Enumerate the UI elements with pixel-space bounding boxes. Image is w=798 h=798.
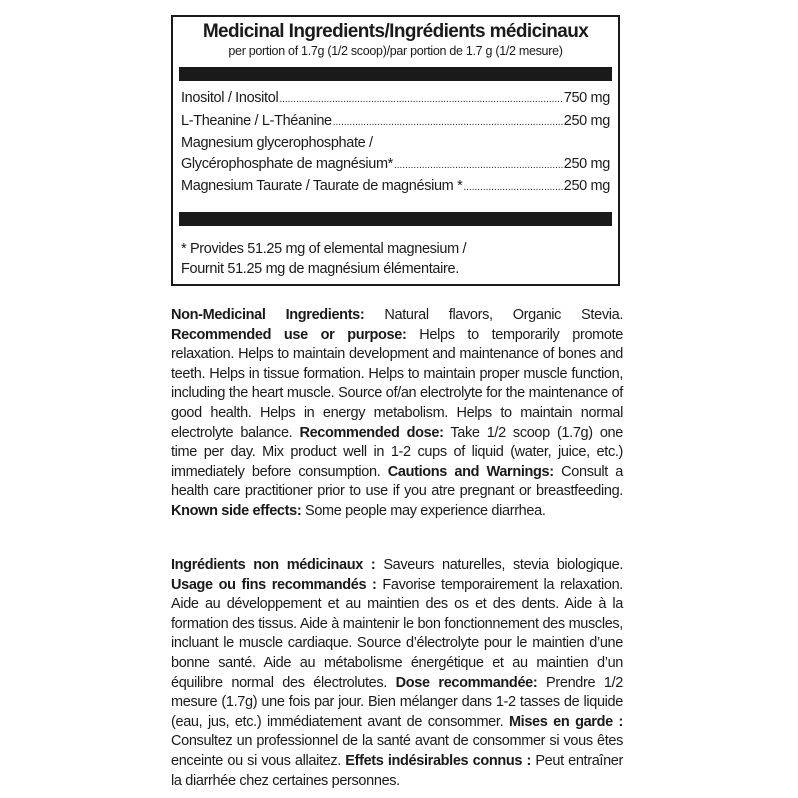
nmi-text: Saveurs naturelles, stevia biologique.	[375, 557, 623, 573]
footnote	[181, 239, 610, 280]
cautions-label: Cautions and Warnings:	[387, 463, 554, 480]
ingredient-name-line: Magnesium glycerophosphate /	[181, 135, 373, 151]
ingredient-amount: 250 mg	[563, 112, 610, 129]
ingredient-amount: 250 mg	[563, 178, 610, 194]
side-effects-label: Effets indésirables connus :	[345, 752, 531, 769]
ingredient-name: Glycérophosphate de magnésium*	[181, 155, 393, 172]
french-paragraph	[171, 556, 623, 791]
nmi-label: Ingrédients non médicinaux :	[171, 557, 376, 573]
ingredient-amount: 250 mg	[563, 155, 610, 172]
use-label: Recommended use or purpose:	[171, 326, 407, 343]
cautions-text: Consultez un professionnel de la santé avant de consommer si vous êtes enceinte ou si vous allaitez.	[171, 733, 623, 769]
ingredient-name: L-Theanine / L-Théanine	[181, 112, 332, 129]
ingredient-row	[181, 154, 610, 177]
dose-label: Dose recommandée:	[395, 674, 538, 691]
ingredient-row	[181, 88, 610, 111]
ingredient-name: Inositol / Inositol	[181, 90, 279, 106]
footnote-line: * Provides 51.25 mg of elemental magnesium /	[181, 240, 467, 257]
side-effects-text: Peut entraîner la diarrhée chez certaines personnes.	[171, 752, 623, 789]
panel-title: Medicinal Ingredients/Ingrédients médicinaux	[202, 21, 589, 42]
panel-subtitle: per portion of 1.7g (1/2 scoop)/par portion de 1.7 g (1/2 mesure)	[228, 44, 563, 58]
side-effects-label: Known side effects:	[171, 502, 302, 519]
medicinal-ingredients-panel	[171, 15, 620, 286]
dot-leader	[394, 156, 563, 177]
side-effects-text: Some people may experience diarrhea.	[301, 502, 546, 519]
use-text: Favorise temporairement la relaxation. Aide au développement et au maintien des os et des dents. Aide à la formation des tissus. Aide à maintenir le bon fonctionnement des muscles, incluant le muscle cardiaque. Source d’électrolyte pour le maintien d’une bonne santé. Aide au métabolisme énergétique et au maintien d’un équilibre normal des électrolutes.	[171, 576, 623, 691]
cautions-text: Consult a health care practitioner prior to use if you atre pregnant or breastfeeding.	[171, 463, 623, 500]
footnote-line: Fournit 51.25 mg de magnésium élémentaire.	[181, 261, 459, 277]
ingredient-name: Magnesium Taurate / Taurate de magnésium *	[181, 178, 463, 194]
ingredient-row	[181, 111, 610, 134]
cautions-label: Mises en garde :	[508, 713, 623, 730]
dose-text: Prendre 1/2 mesure (1.7g) une fois par jour. Bien mélanger dans 1-2 tasses de liquide (eau, jus, etc.) immédiatement avant de consommer.	[171, 674, 623, 730]
dose-text: Take 1/2 scoop (1.7g) one time per day. Mix product well in 1-2 cups of liquid (water, juice, etc.) immediately before consumption.	[171, 424, 623, 480]
dot-leader	[279, 90, 562, 111]
ingredient-list	[181, 88, 610, 199]
use-label: Usage ou fins recommandés :	[171, 576, 377, 593]
dot-leader	[333, 113, 563, 134]
nmi-text: Natural flavors, Organic Stevia.	[364, 307, 623, 323]
dose-label: Recommended dose:	[299, 424, 444, 441]
bottom-divider-bar	[179, 212, 612, 226]
top-divider-bar	[179, 67, 612, 81]
dot-leader	[463, 178, 562, 199]
ingredient-amount: 750 mg	[563, 90, 610, 106]
use-text: Helps to temporarily promote relaxation. Helps to maintain development and maintenance of bones and teeth. Helps in tissue formation. Helps to maintain proper muscle function, including the heart muscle. Source of/an electrolyte for the maintenance of good health. Helps in energy metabolism. Helps to maintain normal electrolyte balance.	[171, 326, 623, 441]
english-paragraph	[171, 306, 623, 522]
nmi-label: Non-Medicinal Ingredients:	[171, 307, 365, 323]
ingredient-row	[181, 176, 610, 199]
